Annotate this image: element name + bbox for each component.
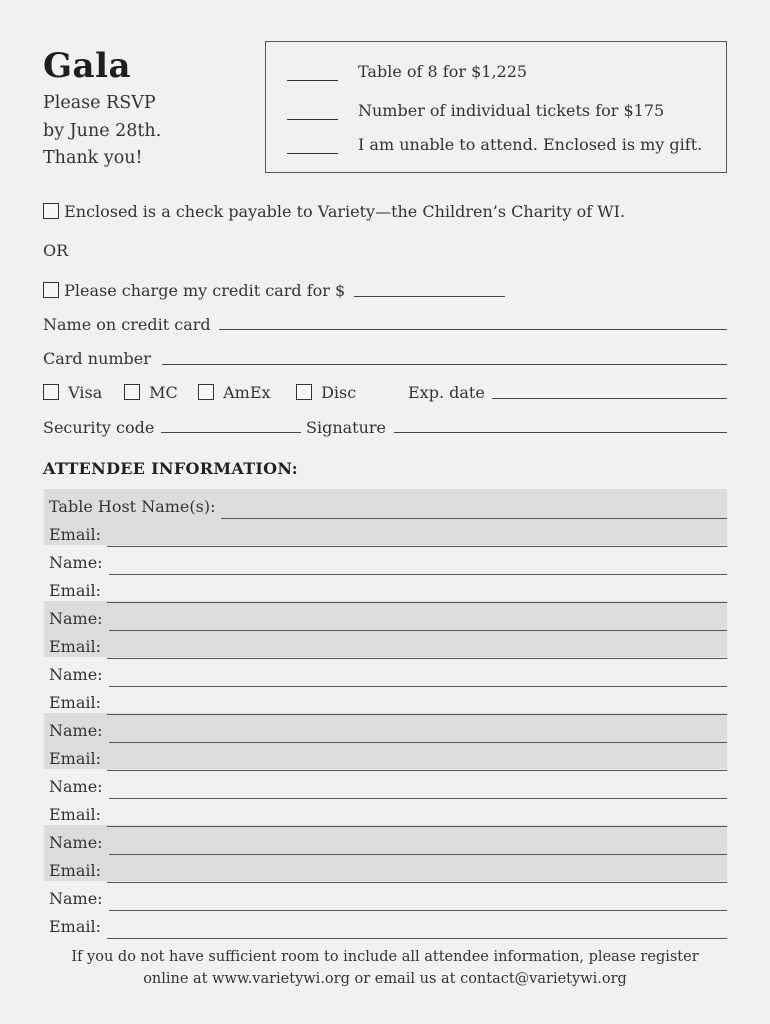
email-row[interactable]: [49, 689, 727, 717]
email-label: Email:: [49, 861, 102, 880]
email-field[interactable]: [107, 602, 727, 603]
card-type-disc[interactable]: [296, 383, 356, 402]
ticket-option-blank[interactable]: [287, 153, 338, 154]
card-type-visa[interactable]: [43, 383, 102, 402]
name-field[interactable]: [109, 686, 727, 687]
name-field[interactable]: [109, 742, 727, 743]
name-label: Name:: [49, 609, 103, 628]
ticket-option-label: I am unable to attend. Enclosed is my gift.: [358, 135, 703, 154]
check-checkbox[interactable]: [43, 203, 59, 219]
name-field[interactable]: [109, 798, 727, 799]
check-option[interactable]: [43, 202, 625, 221]
amex-label: AmEx: [223, 383, 271, 402]
rsvp-note: [43, 90, 161, 173]
table-host-row[interactable]: [49, 493, 727, 521]
name-field[interactable]: [109, 910, 727, 911]
disc-checkbox[interactable]: [296, 384, 312, 400]
card-number-field[interactable]: [162, 364, 727, 365]
ticket-option-individual[interactable]: [287, 101, 664, 123]
email-field[interactable]: [107, 938, 727, 939]
ticket-option-gift[interactable]: [287, 135, 702, 157]
signature-label: Signature: [306, 418, 387, 437]
or-label: OR: [43, 241, 69, 260]
table-host-field[interactable]: [221, 518, 727, 519]
email-row[interactable]: [49, 913, 727, 941]
name-row[interactable]: [49, 605, 727, 633]
email-label: Email:: [49, 581, 102, 600]
name-on-card-field[interactable]: [219, 329, 727, 330]
name-field[interactable]: [109, 574, 727, 575]
email-field[interactable]: [107, 770, 727, 771]
form-title: Gala: [43, 46, 132, 86]
rsvp-line: by June 28th.: [43, 120, 162, 141]
email-label: Email:: [49, 693, 102, 712]
card-number-label: Card number: [43, 349, 151, 368]
ticket-option-label: Number of individual tickets for $175: [358, 101, 665, 120]
email-label: Email:: [49, 637, 102, 656]
card-type-mc[interactable]: [124, 383, 178, 402]
email-row[interactable]: [49, 857, 727, 885]
ticket-option-table[interactable]: [287, 62, 527, 84]
name-label: Name:: [49, 721, 103, 740]
exp-date-field[interactable]: [492, 398, 727, 399]
email-row[interactable]: [49, 745, 727, 773]
email-row[interactable]: [49, 633, 727, 661]
disc-label: Disc: [321, 383, 357, 402]
security-code-field[interactable]: [161, 432, 301, 433]
name-row[interactable]: [49, 773, 727, 801]
security-code-label: Security code: [43, 418, 155, 437]
name-label: Name:: [49, 553, 103, 572]
name-field[interactable]: [109, 630, 727, 631]
table-host-label: Table Host Name(s):: [49, 497, 216, 516]
email-row[interactable]: [49, 521, 727, 549]
rsvp-line: Please RSVP: [43, 93, 156, 113]
email-row[interactable]: [49, 801, 727, 829]
name-label: Name:: [49, 833, 103, 852]
name-label: Name:: [49, 777, 103, 796]
amex-checkbox[interactable]: [198, 384, 214, 400]
credit-label: Please charge my credit card for $: [64, 281, 346, 300]
name-row[interactable]: [49, 661, 727, 689]
ticket-option-blank[interactable]: [287, 119, 338, 120]
exp-date-label: Exp. date: [408, 383, 485, 402]
email-row[interactable]: [49, 577, 727, 605]
mc-checkbox[interactable]: [124, 384, 140, 400]
card-type-amex[interactable]: [198, 383, 271, 402]
check-label: Enclosed is a check payable to Variety—the Children’s Charity of WI.: [64, 202, 626, 221]
visa-checkbox[interactable]: [43, 384, 59, 400]
credit-option[interactable]: [43, 281, 345, 300]
email-label: Email:: [49, 749, 102, 768]
email-label: Email:: [49, 917, 102, 936]
name-row[interactable]: [49, 829, 727, 857]
footer-line: online at www.varietywi.org or email us at contact@varietywi.org: [143, 971, 627, 987]
email-field[interactable]: [107, 882, 727, 883]
email-label: Email:: [49, 525, 102, 544]
signature-field[interactable]: [394, 432, 727, 433]
footer-line: If you do not have sufficient room to include all attendee information, please register: [71, 949, 699, 965]
name-field[interactable]: [109, 854, 727, 855]
name-row[interactable]: [49, 717, 727, 745]
name-on-card-label: Name on credit card: [43, 315, 211, 334]
ticket-option-label: Table of 8 for $1,225: [358, 62, 528, 81]
ticket-option-blank[interactable]: [287, 80, 338, 81]
name-label: Name:: [49, 889, 103, 908]
email-field[interactable]: [107, 714, 727, 715]
footer-note: [43, 946, 727, 990]
email-field[interactable]: [107, 826, 727, 827]
visa-label: Visa: [68, 383, 103, 402]
name-row[interactable]: [49, 885, 727, 913]
credit-checkbox[interactable]: [43, 282, 59, 298]
mc-label: MC: [149, 383, 178, 402]
rsvp-line: Thank you!: [43, 148, 143, 168]
email-field[interactable]: [107, 658, 727, 659]
email-label: Email:: [49, 805, 102, 824]
email-field[interactable]: [107, 546, 727, 547]
name-row[interactable]: [49, 549, 727, 577]
attendee-heading: ATTENDEE INFORMATION:: [43, 459, 298, 478]
credit-amount-field[interactable]: [354, 296, 505, 297]
name-label: Name:: [49, 665, 103, 684]
